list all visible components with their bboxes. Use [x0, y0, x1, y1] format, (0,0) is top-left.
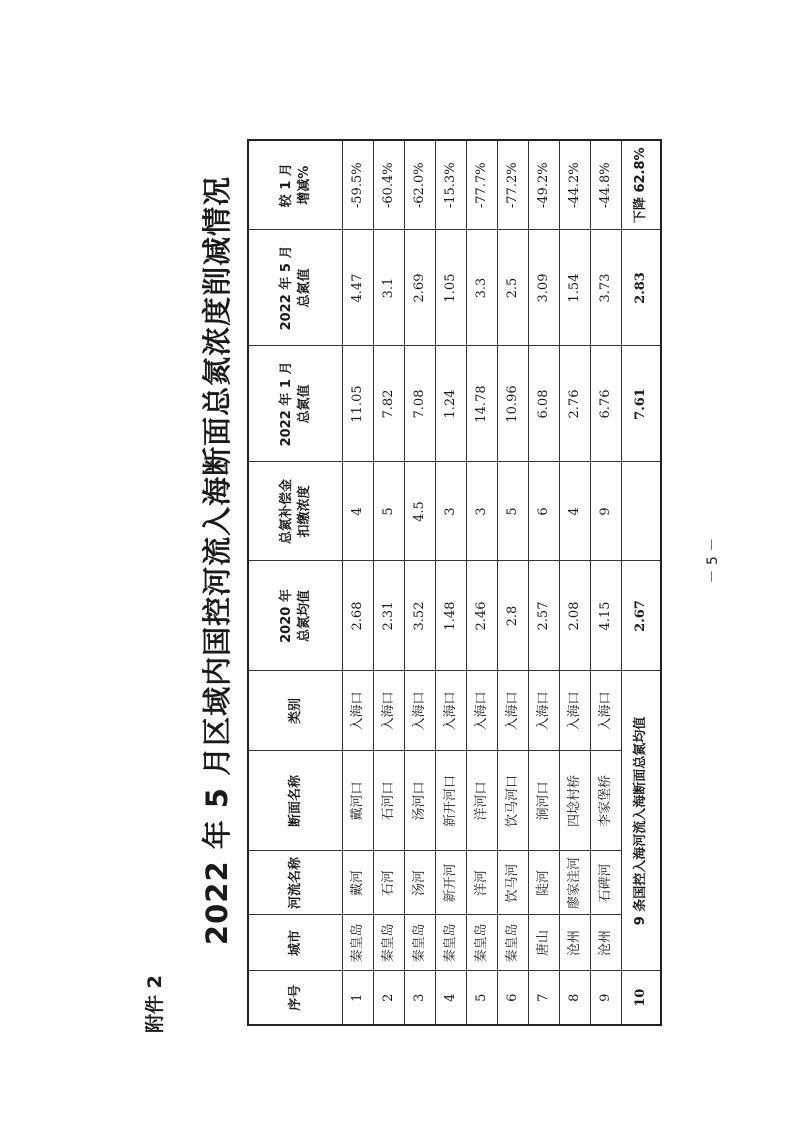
cell-seq: 6 — [498, 971, 529, 1025]
header-jan2022-line1: 2022 年 1 月 — [278, 361, 294, 447]
header-city: 城市 — [248, 915, 343, 971]
header-river: 河流名称 — [248, 851, 343, 915]
cell-type: 入海口 — [529, 671, 560, 751]
cell-section: 石河口 — [374, 751, 405, 851]
cell-change: -44.8% — [591, 140, 622, 230]
cell-section: 四埝村桥 — [560, 751, 591, 851]
cell-seq: 1 — [343, 971, 374, 1025]
cell-compensation: 4 — [560, 462, 591, 561]
header-may2022-line1: 2022 年 5 月 — [278, 245, 294, 331]
cell-jan2022: 1.24 — [436, 346, 467, 462]
header-change — [248, 140, 343, 230]
cell-city: 唐山 — [529, 915, 560, 971]
cell-jan2022: 7.08 — [405, 346, 436, 462]
cell-change: -49.2% — [529, 140, 560, 230]
cell-compensation: 4.5 — [405, 462, 436, 561]
table-row — [591, 140, 622, 1025]
header-compensation — [248, 462, 343, 561]
cell-type: 入海口 — [467, 671, 498, 751]
summary-seq: 10 — [622, 971, 662, 1025]
cell-type: 入海口 — [343, 671, 374, 751]
cell-jan2022: 6.08 — [529, 346, 560, 462]
header-may2022 — [248, 230, 343, 346]
cell-change: -77.7% — [467, 140, 498, 230]
cell-river: 陡河 — [529, 851, 560, 915]
cell-compensation: 9 — [591, 462, 622, 561]
cell-type: 入海口 — [560, 671, 591, 751]
summary-may2022: 2.83 — [622, 230, 662, 346]
cell-compensation: 3 — [467, 462, 498, 561]
cell-may2022: 4.47 — [343, 230, 374, 346]
summary-label: 9 条国控入海河流入海断面总氮均值 — [622, 671, 662, 971]
cell-seq: 2 — [374, 971, 405, 1025]
header-type: 类别 — [248, 671, 343, 751]
header-jan2022 — [248, 346, 343, 462]
cell-river: 新开河 — [436, 851, 467, 915]
cell-may2022: 3.1 — [374, 230, 405, 346]
page-number: － 5 － — [705, 537, 721, 584]
cell-compensation: 5 — [374, 462, 405, 561]
cell-river: 饮马河 — [498, 851, 529, 915]
cell-avg2020: 2.46 — [467, 561, 498, 671]
cell-change: -15.3% — [436, 140, 467, 230]
cell-river: 廖家洼河 — [560, 851, 591, 915]
cell-avg2020: 2.8 — [498, 561, 529, 671]
cell-change: -60.4% — [374, 140, 405, 230]
table-row — [374, 140, 405, 1025]
summary-jan2022: 7.61 — [622, 346, 662, 462]
attachment-label: 附件 2 — [144, 975, 166, 1033]
cell-seq: 3 — [405, 971, 436, 1025]
cell-compensation: 6 — [529, 462, 560, 561]
header-section: 断面名称 — [248, 751, 343, 851]
cell-type: 入海口 — [498, 671, 529, 751]
cell-jan2022: 14.78 — [467, 346, 498, 462]
cell-seq: 9 — [591, 971, 622, 1025]
nitrogen-reduction-table — [247, 139, 662, 1026]
cell-city: 沧州 — [591, 915, 622, 971]
cell-city: 秦皇岛 — [436, 915, 467, 971]
header-seq: 序号 — [248, 971, 343, 1025]
header-change-line2: 增减% — [296, 165, 312, 205]
cell-avg2020: 2.57 — [529, 561, 560, 671]
cell-river: 汤河 — [405, 851, 436, 915]
cell-may2022: 3.3 — [467, 230, 498, 346]
header-avg2020 — [248, 561, 343, 671]
cell-section: 涧河口 — [529, 751, 560, 851]
header-change-line1: 较 1 月 — [278, 163, 294, 208]
header-avg2020-line1: 2020 年 — [278, 589, 294, 643]
table-row — [405, 140, 436, 1025]
cell-city: 秦皇岛 — [467, 915, 498, 971]
cell-jan2022: 6.76 — [591, 346, 622, 462]
cell-river: 石河 — [374, 851, 405, 915]
summary-change: 下降 62.8% — [622, 140, 662, 230]
cell-change: -59.5% — [343, 140, 374, 230]
cell-avg2020: 2.31 — [374, 561, 405, 671]
cell-city: 沧州 — [560, 915, 591, 971]
cell-section: 新开河口 — [436, 751, 467, 851]
cell-may2022: 3.73 — [591, 230, 622, 346]
cell-may2022: 1.05 — [436, 230, 467, 346]
table-row — [529, 140, 560, 1025]
cell-change: -62.0% — [405, 140, 436, 230]
cell-river: 洋河 — [467, 851, 498, 915]
header-compensation-line1: 总氮补偿金 — [278, 479, 294, 545]
table-row — [498, 140, 529, 1025]
cell-river: 戴河 — [343, 851, 374, 915]
cell-may2022: 1.54 — [560, 230, 591, 346]
header-jan2022-line2: 总氮值 — [296, 384, 312, 424]
cell-seq: 5 — [467, 971, 498, 1025]
table-header-row — [248, 140, 343, 1025]
cell-compensation: 4 — [343, 462, 374, 561]
header-compensation-line2: 扣缴浓度 — [296, 485, 312, 538]
summary-row — [622, 140, 662, 1025]
cell-section: 戴河口 — [343, 751, 374, 851]
cell-section: 饮马河口 — [498, 751, 529, 851]
table-row — [436, 140, 467, 1025]
cell-change: -77.2% — [498, 140, 529, 230]
cell-avg2020: 2.68 — [343, 561, 374, 671]
cell-avg2020: 2.08 — [560, 561, 591, 671]
cell-river: 石碑河 — [591, 851, 622, 915]
cell-city: 秦皇岛 — [498, 915, 529, 971]
cell-avg2020: 4.15 — [591, 561, 622, 671]
cell-section: 洋河口 — [467, 751, 498, 851]
cell-type: 入海口 — [405, 671, 436, 751]
cell-jan2022: 2.76 — [560, 346, 591, 462]
data-table-container — [247, 139, 662, 1026]
cell-section: 李家堡桥 — [591, 751, 622, 851]
cell-may2022: 3.09 — [529, 230, 560, 346]
header-avg2020-line2: 总氮均值 — [296, 590, 312, 643]
table-body — [343, 140, 622, 1025]
cell-seq: 7 — [529, 971, 560, 1025]
cell-jan2022: 11.05 — [343, 346, 374, 462]
cell-city: 秦皇岛 — [405, 915, 436, 971]
cell-section: 汤河口 — [405, 751, 436, 851]
summary-compensation — [622, 462, 662, 561]
cell-may2022: 2.69 — [405, 230, 436, 346]
summary-avg2020: 2.67 — [622, 561, 662, 671]
cell-type: 入海口 — [374, 671, 405, 751]
cell-avg2020: 1.48 — [436, 561, 467, 671]
cell-type: 入海口 — [591, 671, 622, 751]
table-row — [467, 140, 498, 1025]
table-row — [560, 140, 591, 1025]
cell-type: 入海口 — [436, 671, 467, 751]
cell-city: 秦皇岛 — [374, 915, 405, 971]
cell-seq: 8 — [560, 971, 591, 1025]
page-title: 2022 年 5 月区域内国控河流入海断面总氮浓度削减情况 — [200, 175, 234, 946]
cell-compensation: 5 — [498, 462, 529, 561]
header-may2022-line2: 总氮值 — [296, 268, 312, 308]
cell-avg2020: 3.52 — [405, 561, 436, 671]
cell-change: -44.2% — [560, 140, 591, 230]
table-row — [343, 140, 374, 1025]
cell-city: 秦皇岛 — [343, 915, 374, 971]
cell-seq: 4 — [436, 971, 467, 1025]
cell-may2022: 2.5 — [498, 230, 529, 346]
cell-jan2022: 7.82 — [374, 346, 405, 462]
cell-jan2022: 10.96 — [498, 346, 529, 462]
cell-compensation: 3 — [436, 462, 467, 561]
